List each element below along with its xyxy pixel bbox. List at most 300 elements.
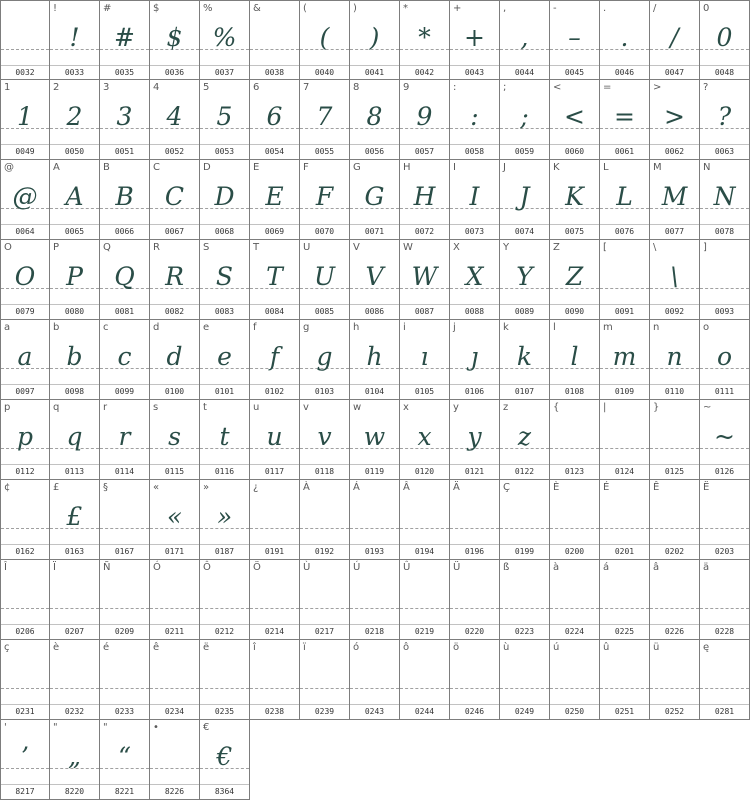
glyph-cell (500, 160, 550, 240)
descender-guide (500, 464, 549, 465)
cell-key-label: • (153, 722, 159, 733)
char-code-label: 0091 (614, 307, 635, 316)
cell-key-label: G (353, 162, 361, 173)
glyph-sample: * (418, 23, 431, 52)
cell-key-label: b (53, 322, 60, 333)
glyph-cell (300, 240, 350, 320)
descender-guide (300, 544, 349, 545)
glyph-cell (300, 560, 350, 640)
descender-guide (600, 464, 649, 465)
glyph-sample: z (517, 422, 532, 451)
glyph-sample: W (411, 262, 438, 291)
glyph-cell (700, 480, 750, 560)
descender-guide (100, 624, 149, 625)
glyph-sample: o (716, 342, 733, 371)
glyph-cell (0, 720, 50, 800)
glyph-cell (300, 400, 350, 480)
glyph-sample: – (568, 23, 581, 52)
glyph-sample (300, 499, 349, 535)
cell-key-label: u (253, 402, 260, 413)
glyph-sample: ~ (714, 422, 735, 451)
glyph-cell (150, 560, 200, 640)
char-code-label: 0206 (15, 627, 35, 636)
glyph-sample: G (364, 182, 385, 211)
glyph-cell (50, 400, 100, 480)
glyph-sample: @ (12, 182, 38, 211)
descender-guide (700, 304, 749, 305)
glyph-cell (450, 160, 500, 240)
glyph-cell (150, 0, 200, 80)
char-code-label: 0088 (464, 307, 485, 316)
cell-key-label: « (153, 482, 160, 493)
glyph-cell (200, 720, 250, 800)
cell-key-label: c (103, 322, 109, 333)
glyph-sample: k (516, 342, 533, 371)
descender-guide (600, 624, 649, 625)
glyph-cell (350, 320, 400, 400)
glyph-sample: E (265, 182, 284, 211)
cell-key-label: Ä (453, 482, 460, 493)
char-code-label: 0075 (564, 227, 585, 236)
char-code-label: 0243 (364, 707, 385, 716)
glyph-cell (200, 640, 250, 720)
descender-guide (1, 784, 49, 785)
glyph-cell (500, 560, 550, 640)
cell-key-label: 2 (53, 82, 60, 93)
char-code-label: 0108 (564, 387, 585, 396)
glyph-cell (450, 0, 500, 80)
glyph-cell (100, 640, 150, 720)
glyph-sample: 3 (116, 102, 133, 131)
glyph-sample: . (620, 23, 629, 52)
descender-guide (700, 144, 749, 145)
cell-key-label: J (503, 162, 506, 173)
char-code-label: 0211 (164, 627, 185, 636)
descender-guide (250, 384, 299, 385)
char-code-label: 0098 (64, 387, 85, 396)
char-code-label: 0281 (714, 707, 735, 716)
char-code-label: 0225 (614, 627, 635, 636)
descender-guide (550, 65, 599, 66)
descender-guide (300, 65, 349, 66)
glyph-cell (650, 240, 700, 320)
glyph-sample (100, 499, 149, 535)
char-code-label: 0055 (314, 147, 335, 156)
char-code-label: 0224 (564, 627, 585, 636)
glyph-sample: # (114, 23, 135, 52)
char-code-label: 0235 (214, 707, 235, 716)
glyph-sample: F (315, 182, 334, 211)
char-code-label: 0047 (664, 68, 685, 77)
cell-key-label: S (203, 242, 210, 253)
descender-guide (200, 784, 249, 785)
glyph-cell (100, 0, 150, 80)
char-code-label: 0103 (314, 387, 335, 396)
descender-guide (600, 384, 649, 385)
char-code-label: 0119 (364, 467, 385, 476)
descender-guide (250, 704, 299, 705)
glyph-cell (300, 640, 350, 720)
char-code-label: 0209 (114, 627, 135, 636)
descender-guide (300, 304, 349, 305)
glyph-cell (50, 560, 100, 640)
char-code-label: 0072 (414, 227, 435, 236)
cell-key-label: ? (703, 82, 709, 93)
glyph-sample (450, 579, 499, 615)
char-code-label: 0100 (164, 387, 185, 396)
char-code-label: 0121 (464, 467, 485, 476)
glyph-cell (0, 0, 50, 80)
glyph-cell (550, 160, 600, 240)
descender-guide (450, 704, 499, 705)
cell-key-label: D (203, 162, 211, 173)
descender-guide (450, 624, 499, 625)
cell-key-label: ä (703, 562, 710, 573)
descender-guide (450, 65, 499, 66)
glyph-sample (600, 659, 649, 695)
char-code-label: 0097 (15, 387, 35, 396)
glyph-cell (50, 320, 100, 400)
descender-guide (650, 624, 699, 625)
char-code-label: 0051 (114, 147, 135, 156)
glyph-cell (100, 400, 150, 480)
char-code-label: 0065 (64, 227, 85, 236)
descender-guide (100, 144, 149, 145)
cell-key-label: @ (4, 162, 14, 173)
glyph-sample: ) (369, 23, 380, 52)
descender-guide (550, 704, 599, 705)
cell-key-label: z (503, 402, 509, 413)
cell-key-label: ę (703, 642, 710, 653)
descender-guide (50, 784, 99, 785)
descender-guide (500, 384, 549, 385)
char-code-label: 0193 (364, 547, 385, 556)
glyph-cell (600, 400, 650, 480)
cell-key-label: E (253, 162, 260, 173)
char-code-label: 0081 (114, 307, 135, 316)
descender-guide (200, 144, 249, 145)
glyph-cell (500, 320, 550, 400)
glyph-sample (650, 579, 699, 615)
cell-key-label: \ (653, 242, 657, 253)
glyph-cell (50, 80, 100, 160)
descender-guide (450, 384, 499, 385)
char-code-label: 0212 (214, 627, 235, 636)
cell-key-label: % (203, 3, 213, 14)
glyph-sample: 0 (716, 23, 733, 52)
glyph-sample: X (465, 262, 484, 291)
cell-key-label: } (653, 402, 660, 413)
char-code-label: 0043 (464, 68, 485, 77)
descender-guide (550, 224, 599, 225)
char-code-label: 0238 (264, 707, 285, 716)
glyph-sample (700, 259, 749, 295)
descender-guide (250, 224, 299, 225)
descender-guide (500, 544, 549, 545)
glyph-cell (550, 400, 600, 480)
glyph-cell (700, 400, 750, 480)
char-code-label: 0050 (64, 147, 85, 156)
glyph-sample (650, 419, 699, 455)
char-code-label: 0101 (214, 387, 235, 396)
glyph-cell (250, 320, 300, 400)
descender-guide (400, 384, 449, 385)
descender-guide (350, 224, 399, 225)
glyph-sample: ( (319, 23, 330, 52)
glyph-cell (150, 80, 200, 160)
char-code-label: 0191 (264, 547, 285, 556)
char-code-label: 0220 (464, 627, 485, 636)
char-code-label: 0059 (514, 147, 535, 156)
cell-key-label: O (4, 242, 12, 253)
glyph-sample: : (470, 102, 479, 131)
char-code-label: 0084 (264, 307, 285, 316)
char-code-label: 0120 (414, 467, 435, 476)
descender-guide (350, 65, 399, 66)
descender-guide (300, 224, 349, 225)
glyph-sample (700, 659, 749, 695)
descender-guide (550, 464, 599, 465)
descender-guide (200, 704, 249, 705)
glyph-sample: K (565, 182, 584, 211)
descender-guide (200, 624, 249, 625)
glyph-cell (450, 240, 500, 320)
cell-key-label: , (503, 3, 507, 14)
glyph-sample: y (467, 422, 482, 451)
glyph-sample (100, 659, 149, 695)
char-code-label: 0110 (664, 387, 685, 396)
glyph-sample: A (65, 182, 84, 211)
char-code-label: 0118 (314, 467, 335, 476)
cell-key-label: q (53, 402, 60, 413)
char-code-label: 0252 (664, 707, 685, 716)
glyph-sample (1, 20, 49, 56)
glyph-cell (650, 0, 700, 80)
descender-guide (650, 224, 699, 225)
glyph-cell (450, 640, 500, 720)
descender-guide (150, 144, 199, 145)
glyph-sample: n (666, 342, 683, 371)
glyph-sample (350, 579, 399, 615)
cell-key-label: < (553, 82, 562, 93)
glyph-cell (650, 80, 700, 160)
cell-key-label: € (203, 722, 210, 733)
cell-key-label: C (153, 162, 160, 173)
cell-key-label: H (403, 162, 411, 173)
glyph-cell (350, 160, 400, 240)
cell-key-label: Â (403, 482, 410, 493)
glyph-sample: I (469, 182, 480, 211)
cell-key-label: k (503, 322, 509, 333)
cell-key-label: o (703, 322, 710, 333)
cell-key-label: W (403, 242, 413, 253)
descender-guide (400, 464, 449, 465)
cell-key-label: = (603, 82, 612, 93)
glyph-cell (450, 560, 500, 640)
descender-guide (1, 704, 49, 705)
descender-guide (650, 704, 699, 705)
char-code-label: 8226 (164, 787, 185, 796)
descender-guide (100, 65, 149, 66)
glyph-cell (500, 640, 550, 720)
descender-guide (100, 784, 149, 785)
descender-guide (50, 624, 99, 625)
char-code-label: 0079 (15, 307, 35, 316)
char-code-label: 0194 (414, 547, 435, 556)
glyph-cell (150, 400, 200, 480)
descender-guide (400, 65, 449, 66)
glyph-sample: 2 (66, 102, 83, 131)
descender-guide (450, 304, 499, 305)
descender-guide (500, 144, 549, 145)
cell-key-label: Ù (303, 562, 311, 573)
glyph-sample: v (317, 422, 332, 451)
cell-key-label: ( (303, 3, 307, 14)
cell-key-label: & (253, 3, 261, 14)
char-code-label: 8217 (15, 787, 35, 796)
char-code-label: 0046 (614, 68, 635, 77)
glyph-sample: T (266, 262, 283, 291)
descender-guide (600, 65, 649, 66)
glyph-cell (200, 0, 250, 80)
glyph-cell (650, 400, 700, 480)
descender-guide (400, 144, 449, 145)
descender-guide (650, 384, 699, 385)
glyph-sample: O (14, 262, 36, 291)
glyph-sample (600, 579, 649, 615)
descender-guide (200, 464, 249, 465)
glyph-cell (100, 480, 150, 560)
descender-guide (500, 224, 549, 225)
glyph-sample: » (216, 502, 233, 531)
glyph-cell (400, 560, 450, 640)
glyph-cell (200, 560, 250, 640)
cell-key-label: ' (4, 722, 7, 733)
descender-guide (200, 544, 249, 545)
glyph-cell (400, 0, 450, 80)
cell-key-label: 9 (403, 82, 410, 93)
cell-key-label: # (103, 3, 112, 14)
glyph-cell (50, 720, 100, 800)
char-code-label: 0234 (164, 707, 185, 716)
cell-key-label: r (103, 402, 108, 413)
char-code-label: 0093 (714, 307, 735, 316)
char-code-label: 0085 (314, 307, 335, 316)
glyph-sample: D (214, 182, 235, 211)
cell-key-label: Q (103, 242, 111, 253)
glyph-sample: R (165, 262, 184, 291)
descender-guide (50, 304, 99, 305)
char-code-label: 0163 (64, 547, 85, 556)
glyph-cell (50, 240, 100, 320)
glyph-sample: B (115, 182, 134, 211)
glyph-sample: S (215, 262, 234, 291)
cell-key-label: 8 (353, 82, 360, 93)
char-code-label: 0106 (464, 387, 485, 396)
glyph-cell (150, 720, 200, 800)
glyph-cell (600, 240, 650, 320)
cell-key-label: ü (653, 642, 660, 653)
descender-guide (600, 144, 649, 145)
glyph-cell (0, 80, 50, 160)
descender-guide (500, 624, 549, 625)
descender-guide (1, 224, 49, 225)
char-code-label: 0125 (664, 467, 685, 476)
descender-guide (200, 65, 249, 66)
glyph-sample: + (464, 23, 485, 52)
descender-guide (150, 384, 199, 385)
cell-key-label: . (603, 3, 607, 14)
cell-key-label: T (253, 242, 260, 253)
cell-key-label: 6 (253, 82, 260, 93)
cell-key-label: 0 (703, 3, 710, 14)
glyph-cell (450, 400, 500, 480)
glyph-sample (550, 419, 599, 455)
glyph-sample (700, 579, 749, 615)
descender-guide (700, 704, 749, 705)
descender-guide (150, 304, 199, 305)
glyph-cell (550, 0, 600, 80)
descender-guide (250, 544, 299, 545)
cell-key-label: Á (353, 482, 360, 493)
char-code-label: 0124 (614, 467, 635, 476)
descender-guide (400, 224, 449, 225)
glyph-sample: H (413, 182, 436, 211)
char-code-label: 0060 (564, 147, 585, 156)
char-code-label: 0187 (214, 547, 235, 556)
cell-key-label: R (153, 242, 160, 253)
glyph-cell (700, 560, 750, 640)
cell-key-label: p (4, 402, 11, 413)
glyph-cell (0, 240, 50, 320)
glyph-sample: h (366, 342, 383, 371)
glyph-sample (300, 659, 349, 695)
char-code-label: 0089 (514, 307, 535, 316)
char-code-label: 0082 (164, 307, 185, 316)
glyph-sample: 4 (166, 102, 183, 131)
char-code-label: 0113 (64, 467, 85, 476)
glyph-cell (50, 160, 100, 240)
glyph-sample: J (519, 182, 530, 211)
descender-guide (50, 384, 99, 385)
glyph-cell (600, 560, 650, 640)
glyph-sample (700, 499, 749, 535)
descender-guide (700, 544, 749, 545)
cell-key-label: 7 (303, 82, 310, 93)
cell-key-label: v (303, 402, 309, 413)
descender-guide (100, 384, 149, 385)
cell-key-label: Û (403, 562, 411, 573)
cell-key-label: " (103, 722, 108, 733)
descender-guide (300, 704, 349, 705)
cell-key-label: ¢ (4, 482, 11, 493)
glyph-sample: « (166, 502, 183, 531)
cell-key-label: w (353, 402, 362, 413)
char-code-label: 0228 (714, 627, 735, 636)
descender-guide (300, 624, 349, 625)
glyph-cell (100, 320, 150, 400)
cell-key-label: Ü (453, 562, 461, 573)
glyph-cell (150, 640, 200, 720)
glyph-cell (600, 480, 650, 560)
glyph-sample (1, 579, 49, 615)
glyph-cell (200, 160, 250, 240)
descender-guide (150, 224, 199, 225)
glyph-sample (150, 739, 199, 775)
cell-key-label: s (153, 402, 159, 413)
char-code-label: 0123 (564, 467, 585, 476)
descender-guide (150, 784, 199, 785)
